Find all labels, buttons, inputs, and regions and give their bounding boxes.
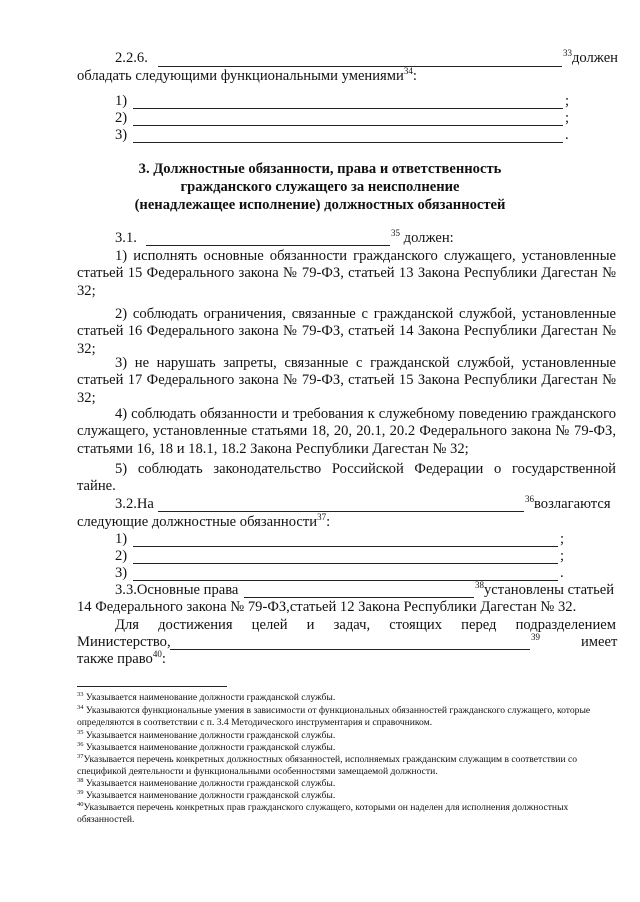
list-item-label: 1) (115, 531, 128, 547)
footnote-ref: 37 (317, 512, 327, 523)
fill-in-blank (158, 511, 524, 512)
section-heading: (ненадлежащее исполнение) должностных обязанностей (134, 197, 506, 213)
footnote-ref: 39 (531, 632, 540, 643)
section-text: 14 Федерального закона № 79-ФЗ,статьей 12 Закона Республики Дагестан № 32. (77, 599, 577, 615)
fill-in-blank (158, 66, 562, 67)
footnote: $^{34}$ Указываются функциональные умения в зависимости от функциональных обязанностей гражданского служащего, которые определяются в соответствии с п. 3.4 Методического инструментария и справочником. (77, 703, 591, 728)
fill-in-blank (133, 142, 563, 143)
list-item-label: 3) (115, 127, 128, 143)
fill-in-blank (133, 546, 558, 547)
duty-paragraph: 2) соблюдать ограничения, связанные с гражданской службой, установленные статьей 16 Федерального закона № 79-ФЗ, статьей 14 Закона Республики Дагестан № 32; (77, 306, 616, 357)
section-text: следующие должностные обязанности$^{37}$: (77, 512, 331, 530)
section-number: 2.2.6. (115, 50, 148, 66)
footnote-ref: 33 (563, 48, 572, 59)
section-text: также право$^{40}$: (77, 649, 166, 667)
footnote-ref-wrap (531, 634, 540, 651)
list-item-end: ; (565, 93, 570, 109)
duty-paragraph: 3) не нарушать запреты, связанные с гражданской службой, установленные статьей 17 Федерального закона № 79-ФЗ, статьей 15 Закона Республики Дагестан № 32; (77, 355, 616, 406)
duty-paragraph: 4) соблюдать обязанности и требования к служебному поведению гражданского служащего, установленные статьями 18, 20, 20.1, 20.2 Федерального закона № 79-ФЗ, статьями 16, 18 и 18.1, 18.2 Закона Республики Дагестан № 32; (77, 406, 616, 457)
rights-intro: Для достижения целей и задач, стоящих перед подразделением (115, 617, 616, 633)
fill-in-blank (244, 597, 474, 598)
footnote-ref: 34 (403, 66, 413, 77)
section-tail: $^{35}$ должен: (391, 228, 454, 246)
footnote: $^{36}$ Указывается наименование должности гражданской службы. (77, 740, 336, 753)
list-item-label: 2) (115, 548, 128, 564)
duty-paragraph: 1) исполнять основные обязанности гражданского служащего, установленные статьей 15 Федерального закона № 79-ФЗ, статьей 13 Закона Республики Дагестан № 32; (77, 248, 616, 299)
list-item-end: . (565, 127, 569, 143)
fill-in-blank (133, 125, 563, 126)
footnote: $^{40}$Указывается перечень конкретных прав гражданского служащего, которыми он наделен для исполнения должностных обязанностей. (77, 800, 569, 825)
list-item-end: . (560, 565, 564, 581)
section-number: 3.3.Основные права (115, 582, 239, 598)
footnote: $^{35}$ Указывается наименование должности гражданской службы. (77, 728, 336, 741)
footnote-ref: 35 (391, 228, 400, 239)
list-item-end: ; (560, 548, 565, 564)
footnote-ref: 38 (475, 580, 484, 591)
section-tail: $^{38}$установлены статьей (475, 580, 615, 598)
section-heading: гражданского служащего за неисполнение (180, 179, 460, 195)
list-item-end: ; (560, 531, 565, 547)
footnote: $^{33}$ Указывается наименование должности гражданской службы. (77, 690, 336, 703)
footnote-ref: 40 (152, 649, 162, 660)
section-heading: 3. Должностные обязанности, права и ответственность (138, 161, 502, 177)
fill-in-blank (170, 649, 530, 650)
section-text: имеет (581, 634, 618, 650)
fill-in-blank (133, 580, 558, 581)
duty-paragraph: 5) соблюдать законодательство Российской Федерации о государственной тайне. (77, 461, 616, 495)
footnote-separator (77, 686, 227, 687)
section-number: 3.2.На (115, 496, 154, 512)
list-item-label: 2) (115, 110, 128, 126)
footnote: $^{39}$ Указывается наименование должности гражданской службы. (77, 788, 336, 801)
list-item-end: ; (565, 110, 570, 126)
list-item-label: 1) (115, 93, 128, 109)
fill-in-blank (133, 108, 563, 109)
fill-in-blank (146, 245, 390, 246)
section-text: Министерство, (77, 634, 171, 650)
list-item-label: 3) (115, 565, 128, 581)
section-number: 3.1. (115, 230, 137, 246)
section-tail: $^{36}$возлагаются (525, 494, 611, 512)
footnote: $^{37}$Указывается перечень конкретных должностных обязанностей, исполняемых гражданским служащим в соответствии со спецификой деятельности и функциональными особенностями замещаемой должности. (77, 752, 578, 777)
footnote: $^{38}$ Указывается наименование должности гражданской службы. (77, 776, 336, 789)
section-tail: $^{33}$должен (563, 48, 618, 66)
section-text: обладать следующими функциональными умениями$^{34}$: (77, 66, 417, 84)
footnote-ref: 36 (525, 494, 534, 505)
fill-in-blank (133, 563, 558, 564)
